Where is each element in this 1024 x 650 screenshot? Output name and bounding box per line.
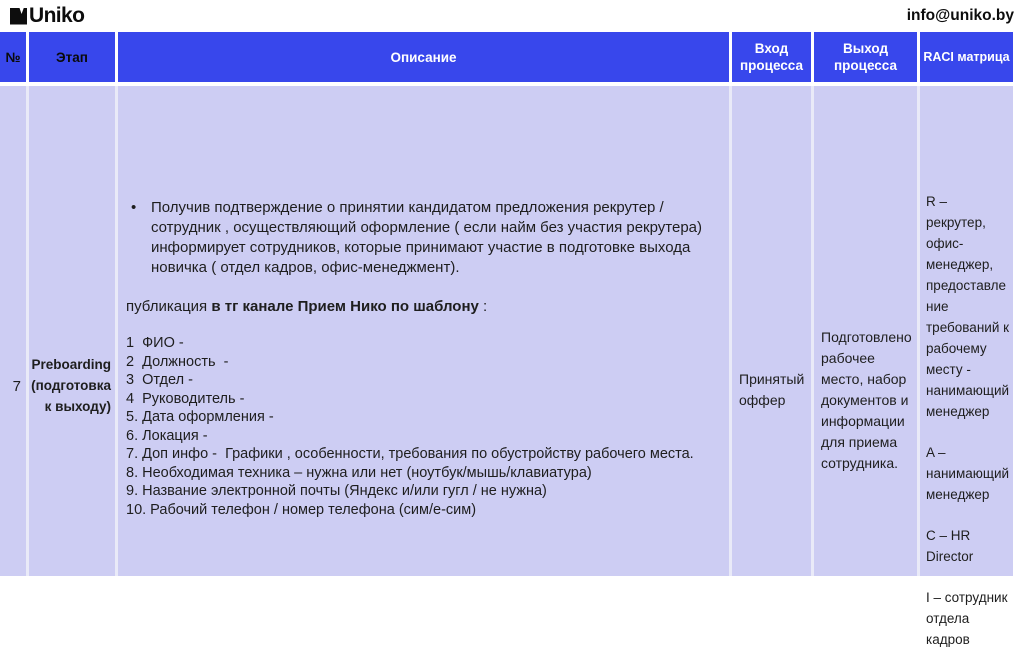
cell-raci-matrix xyxy=(920,86,1013,647)
description-numbered-list xyxy=(126,334,721,519)
logo-text: Uniko xyxy=(29,4,85,27)
table-header-row xyxy=(0,32,1013,82)
table-row xyxy=(0,86,1013,647)
description-publication-line xyxy=(126,297,721,317)
cell-stage-name: Preboarding (подготовка к выходу) xyxy=(29,86,115,576)
list-item: 10. Рабочий телефон / номер телефона (сим/е-сим) xyxy=(126,501,477,518)
list-item: 5. Дата оформления - xyxy=(126,409,274,425)
cell-process-input: Принятый оффер xyxy=(732,86,811,576)
list-item: 1 ФИО - xyxy=(126,335,184,351)
header-num: № xyxy=(0,32,26,82)
header-raci-matrix: RACI матрица xyxy=(920,32,1013,82)
publication-suffix: : xyxy=(478,298,488,315)
header-process-output: Выход процесса xyxy=(814,32,917,82)
cell-description xyxy=(118,86,729,576)
raci-entry: A – нанимающий менеджер xyxy=(926,445,1010,502)
process-table xyxy=(0,32,1013,647)
top-bar xyxy=(0,0,1024,32)
raci-entry: R – рекрутер, офис-менеджер, предоставление требований к рабочему месту - нанимающий менеджер xyxy=(926,194,1010,419)
raci-entry: C – HR Director xyxy=(926,528,974,564)
list-item: 4 Руководитель - xyxy=(126,390,245,407)
contact-email: info@uniko.by xyxy=(906,7,1014,24)
header-description: Описание xyxy=(118,32,729,82)
list-item: 8. Необходимая техника – нужна или нет (ноутбук/мышь/клавиатура) xyxy=(126,464,592,481)
list-item: 2 Должность - xyxy=(126,353,229,370)
publication-prefix: публикация xyxy=(126,298,212,315)
cell-stage-number: 7 xyxy=(0,86,26,576)
list-item: 7. Доп инфо - Графики , особенности, требования по обустройству рабочего места. xyxy=(126,446,694,462)
cell-process-output: Подготовлено рабочее место, набор документов и информации для приема сотрудника. xyxy=(814,86,917,576)
list-item: 9. Название электронной почты (Яндекс и/или гугл / не нужна) xyxy=(126,483,547,499)
list-item: 6. Локация - xyxy=(126,427,208,444)
header-process-input: Вход процесса xyxy=(732,32,811,82)
description-bullet-text: Получив подтверждение о принятии кандидатом предложения рекрутер / сотрудник , осуществляющий оформление ( если найм без участия рекрутера) информирует сотрудников, которые принимают участие в подготовке выхода новичка ( отдел кадров, офис-менеджмент). xyxy=(151,199,707,276)
bullet-marker: • xyxy=(131,199,137,216)
publication-bold-text: в тг канале Прием Нико по шаблону xyxy=(211,298,479,315)
header-stage: Этап xyxy=(29,32,115,82)
description-bullet-paragraph xyxy=(126,198,721,278)
raci-entry: I – сотрудник отдела кадров xyxy=(926,590,1008,647)
list-item: 3 Отдел - xyxy=(126,372,193,388)
uniko-logo-icon xyxy=(10,8,27,25)
uniko-logo xyxy=(10,4,84,28)
